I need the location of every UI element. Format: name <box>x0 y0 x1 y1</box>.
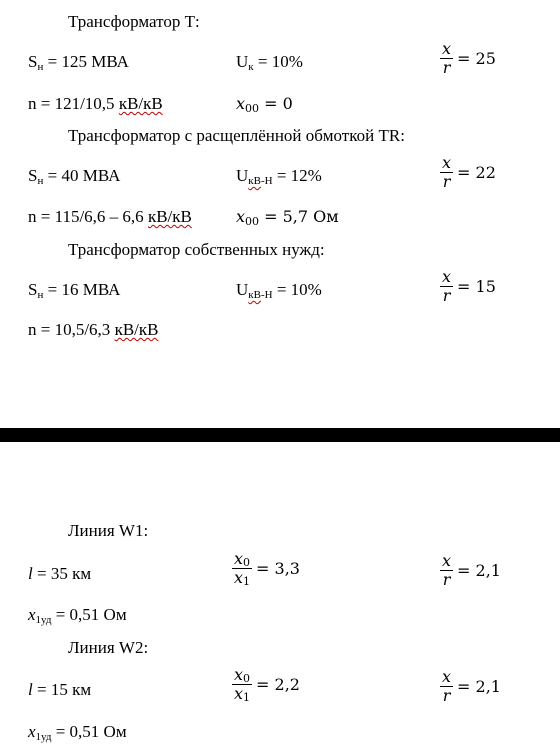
page-separator <box>0 428 560 442</box>
transformer-aux-heading: Трансформатор собственных нужд: <box>68 240 325 259</box>
transformer-tr-heading: Трансформатор с расщеплённой обмоткой TR: <box>68 126 405 145</box>
line-w2-specific-reactance: $x_{1уд} = 0,51$ Ом <box>28 722 127 743</box>
transformer-aux-x-over-r: $\frac{x}{r}$ = 15 <box>442 267 496 305</box>
transformer-t-rated-power: $S_н = 125$ МВА <box>28 52 129 73</box>
transformer-t-ratio: n = 121/10,5 кВ/кВ <box>28 94 163 113</box>
transformer-t-x-over-r: $\frac{x}{r}$ = 25 <box>442 39 496 77</box>
transformer-aux-ratio-unit: кВ/кВ <box>114 320 159 339</box>
transformer-tr-ratio-unit: кВ/кВ <box>147 207 192 226</box>
line-w1-length: l = 35 км <box>28 564 92 583</box>
line-w1-heading: Линия W1: <box>68 521 149 540</box>
transformer-aux-short-circuit-voltage: $U_{кВ-Н} = 10\%$ <box>236 280 322 301</box>
transformer-aux-ratio: n = 10,5/6,3 кВ/кВ <box>28 320 159 339</box>
transformer-tr-rated-power: $S_н = 40$ МВА <box>28 166 121 187</box>
transformer-tr-x-over-r: $\frac{x}{r}$ = 22 <box>442 153 496 191</box>
transformer-t-short-circuit-voltage: $U_к = 10\%$ <box>236 52 303 73</box>
line-w1-specific-reactance: $x_{1уд} = 0,51$ Ом <box>28 605 127 626</box>
transformer-tr-short-circuit-voltage: $U_{кВ-Н} = 12\%$ <box>236 166 322 187</box>
line-w2-x0-over-x1: $\frac{x_0}{x_1}$ = 2,2 <box>234 665 300 704</box>
line-w2-length: l = 15 км <box>28 680 92 699</box>
line-w2-x-over-r: $\frac{x}{r}$ = 2,1 <box>442 667 501 705</box>
transformer-aux-rated-power: $S_н = 16$ МВА <box>28 280 121 301</box>
transformer-t-x00: $x_{00} = 0$ <box>236 94 293 115</box>
line-w1-x0-over-x1: $\frac{x_0}{x_1}$ = 3,3 <box>234 549 300 588</box>
line-w2-heading: Линия W2: <box>68 638 149 657</box>
transformer-tr-ratio: n = 115/6,6 – 6,6 кВ/кВ <box>28 207 192 226</box>
line-w1-x-over-r: $\frac{x}{r}$ = 2,1 <box>442 551 501 589</box>
transformer-t-heading: Трансформатор Т: <box>68 12 200 31</box>
transformer-t-ratio-unit: кВ/кВ <box>118 94 163 113</box>
transformer-tr-x00: $x_{00} = 5,7$ Ом <box>236 207 339 228</box>
